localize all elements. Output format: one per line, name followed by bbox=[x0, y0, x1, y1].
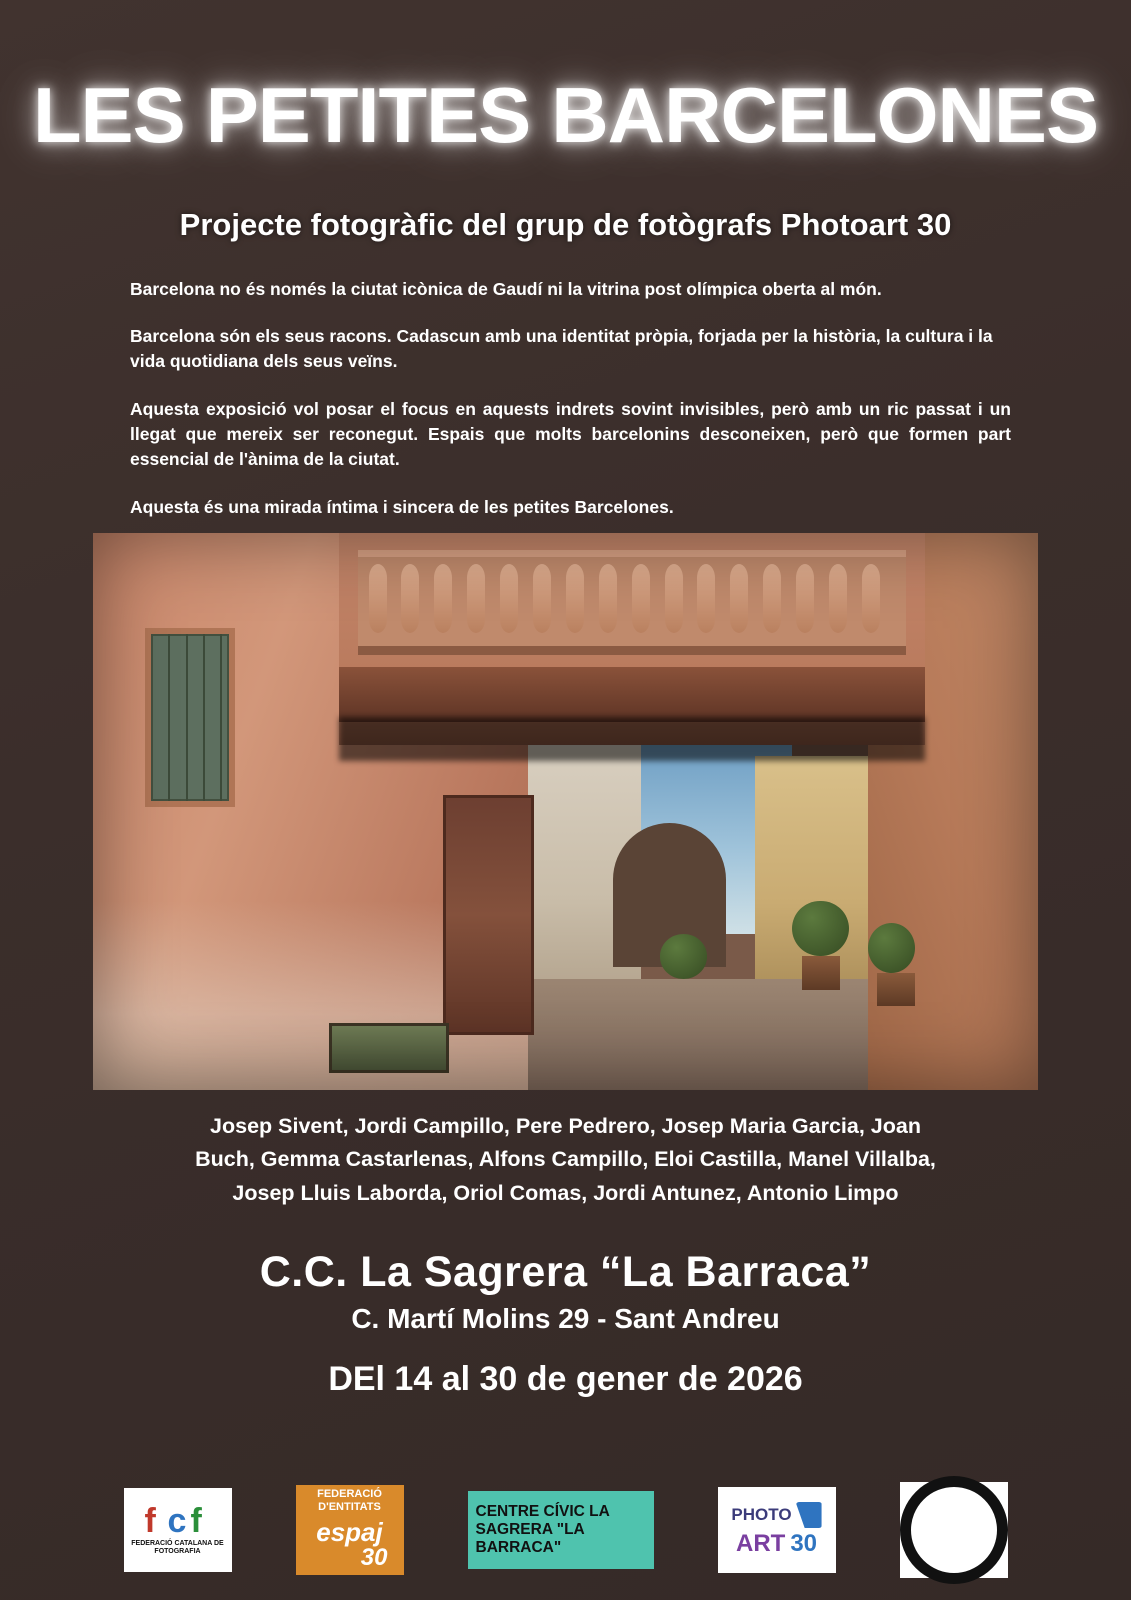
paragraph-3: Aquesta exposició vol posar el focus en aquests indrets sovint invisibles, però amb un ric passat i un llegat que mereix ser reconegut. Espais que molts barcelonins desconeixen, però que formen part essencial de l'ànima de la ciutat. bbox=[130, 398, 1011, 470]
exhibition-photo bbox=[93, 533, 1038, 1090]
espai30-line-1: FEDERACIÓ bbox=[317, 1488, 382, 1501]
photoart-number: 30 bbox=[790, 1530, 818, 1557]
page-title: LES PETITES BARCELONES bbox=[32, 71, 1099, 160]
venue-block bbox=[0, 1248, 1131, 1335]
photoart-bottom-row bbox=[736, 1530, 817, 1558]
poster-description bbox=[130, 277, 1011, 521]
credits-line-1: Josep Sivent, Jordi Campillo, Pere Pedrero, Josep Maria Garcia, Joan bbox=[210, 1114, 921, 1138]
credits-line-3: Josep Lluis Laborda, Oriol Comas, Jordi Antunez, Antonio Limpo bbox=[232, 1180, 899, 1205]
poster-subtitle: Projecte fotogràfic del grup de fotògrafs Photoart 30 bbox=[179, 206, 952, 242]
fcf-marks bbox=[144, 1501, 211, 1540]
fcf-mark-2: c bbox=[167, 1501, 187, 1540]
venue-address: C. Martí Molins 29 - Sant Andreu bbox=[351, 1303, 780, 1334]
photo-illustration bbox=[93, 533, 1038, 1090]
federacio-entitats-espai-30-logo bbox=[296, 1485, 404, 1575]
camera-shutter-icon bbox=[796, 1502, 822, 1528]
paragraph-2: Barcelona són els seus racons. Cadascun amb una identitat pròpia, forjada per la història, la cultura i la vida quotidiana dels seus veïns. bbox=[130, 325, 993, 372]
fcf-mark-3: f bbox=[190, 1501, 202, 1540]
fcf-mark-1: f bbox=[144, 1501, 156, 1540]
paragraph-1: Barcelona no és només la ciutat icònica de Gaudí ni la vitrina post olímpica oberta al món. bbox=[130, 278, 882, 299]
photoart-top-row bbox=[731, 1502, 821, 1528]
photo-vignette bbox=[93, 533, 1038, 1090]
photographer-credits bbox=[0, 1110, 1131, 1210]
photoart-art-word: ART bbox=[735, 1530, 786, 1557]
logo-strip bbox=[0, 1482, 1131, 1578]
photoart-photo-word: PHOTO bbox=[731, 1505, 792, 1524]
confederacion-ring-icon bbox=[900, 1476, 1008, 1584]
photoart-30-logo bbox=[718, 1487, 836, 1573]
espai30-line-2: D'ENTITATS bbox=[318, 1500, 381, 1513]
centre-civic-la-sagrera-la-barraca-logo: CENTRE CÍVIC LA SAGRERA "LA BARRACA" bbox=[468, 1491, 654, 1569]
exhibition-dates: DEl 14 al 30 de gener de 2026 bbox=[328, 1360, 803, 1398]
fcf-caption: FEDERACIÓ CATALANA DE FOTOGRAFIA bbox=[131, 1539, 224, 1555]
credits-line-2: Buch, Gemma Castarlenas, Alfons Campillo, Eloi Castilla, Manel Villalba, bbox=[195, 1147, 936, 1172]
espai30-word: espaj bbox=[316, 1516, 383, 1547]
venue-name: C.C. La Sagrera “La Barraca” bbox=[259, 1248, 872, 1296]
federacio-catalana-de-fotografia-logo bbox=[124, 1488, 232, 1572]
paragraph-4: Aquesta és una mirada íntima i sincera de les petites Barcelones. bbox=[130, 496, 674, 517]
confederacion-espanola-de-fotografia-logo bbox=[900, 1482, 1008, 1578]
espai30-number: 30 bbox=[360, 1543, 388, 1571]
confederacion-color-wheel-icon bbox=[935, 1511, 973, 1549]
